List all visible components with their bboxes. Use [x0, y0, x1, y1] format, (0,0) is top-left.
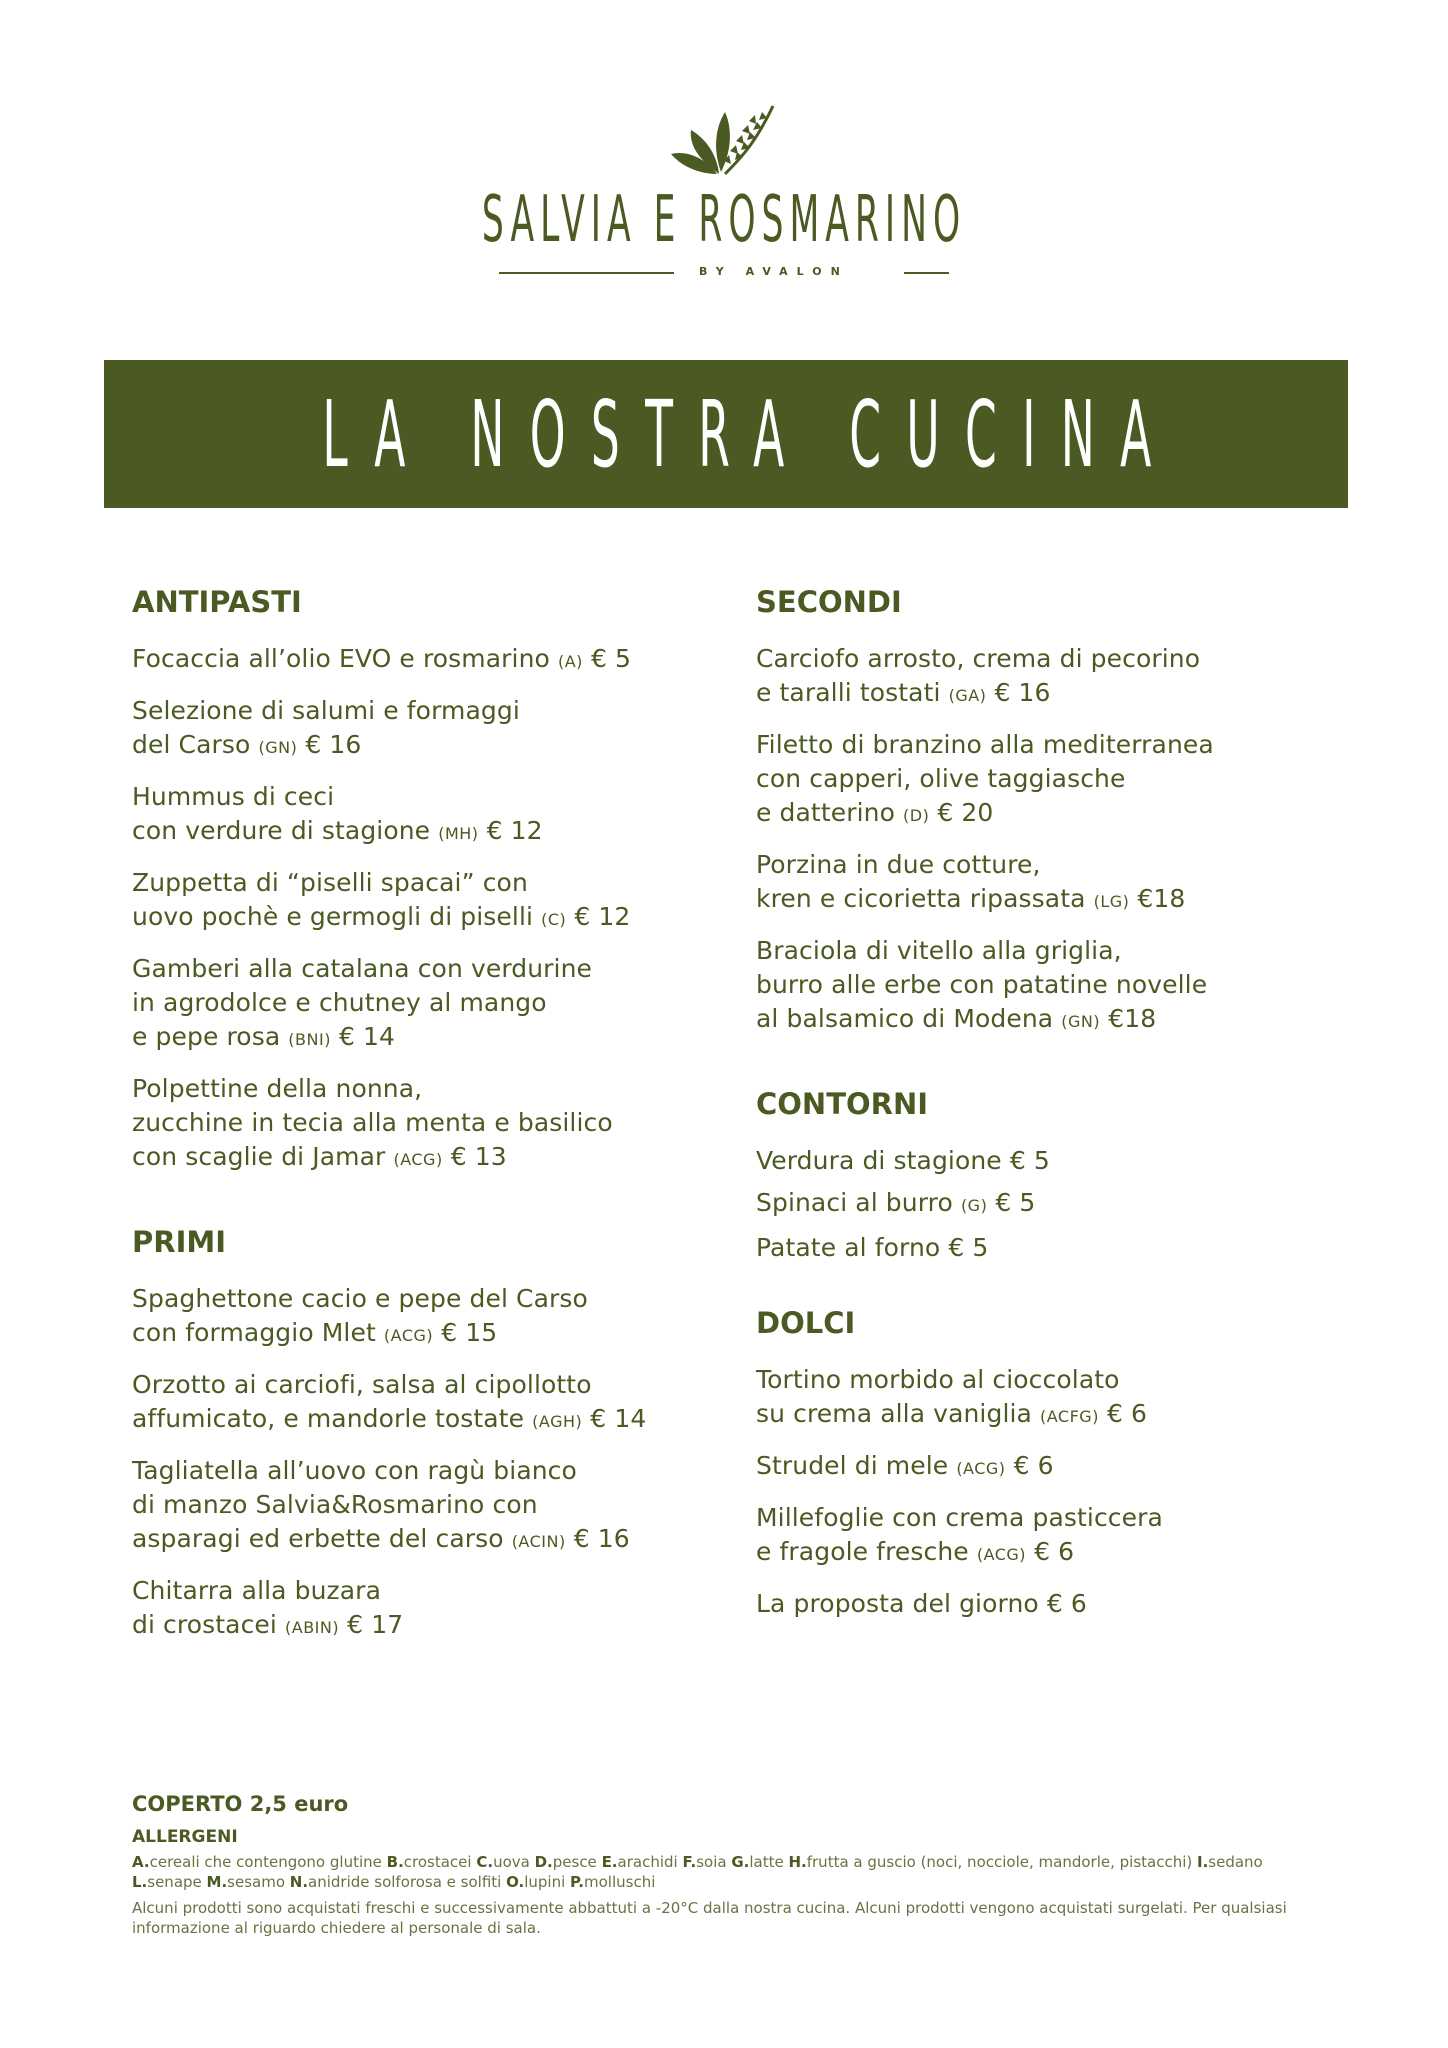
menu-item-text: kren e cicorietta ripassata	[756, 884, 1086, 913]
allergen-codes: (BNI)	[288, 1030, 331, 1049]
menu-item-text: con scaglie di Jamar	[132, 1142, 386, 1171]
menu-item-text: del Carso	[132, 730, 251, 759]
allergen-codes: (D)	[903, 806, 930, 825]
menu-item-line	[756, 1144, 1316, 1178]
menu-item-price: € 5	[590, 644, 632, 673]
allergen-codes: (ACG)	[383, 1326, 434, 1345]
allergen-code: L.	[132, 1873, 148, 1891]
menu-item-text: La proposta del giorno	[756, 1589, 1039, 1618]
menu-item-text: Spaghettone cacio e pepe del Carso	[132, 1284, 588, 1313]
menu-item	[756, 728, 1316, 833]
menu-item-price: € 6	[1046, 1589, 1087, 1618]
menu-item-line	[756, 1587, 1316, 1621]
menu-item-text: di manzo Salvia&Rosmarino con	[132, 1490, 538, 1519]
menu-item	[756, 848, 1316, 919]
allergen-code: M.	[206, 1873, 228, 1891]
menu-item-text: Gamberi alla catalana con verdurine	[132, 954, 593, 983]
menu-item	[756, 1501, 1316, 1572]
allergen-code: B.	[386, 1853, 404, 1871]
menu-item-line	[756, 1002, 1316, 1039]
menu-item-price: € 5	[1009, 1146, 1050, 1175]
menu-item-line	[132, 952, 692, 986]
section-secondi	[756, 582, 1316, 1039]
menu-item-text: Selezione di salumi e formaggi	[132, 696, 520, 725]
menu-item-line	[756, 1397, 1316, 1434]
menu-item	[132, 1282, 692, 1353]
menu-item-text: in agrodolce e chutney al mango	[132, 988, 547, 1017]
menu-item-text: zucchine in tecia alla menta e basilico	[132, 1108, 613, 1137]
allergen-code: H.	[788, 1853, 807, 1871]
menu-item-text: Spinaci al burro	[756, 1188, 953, 1217]
menu-item-text: Millefoglie con crema pasticcera	[756, 1503, 1163, 1532]
menu-item-line	[132, 1402, 692, 1439]
menu-item-line	[756, 934, 1316, 968]
menu-item-text: con formaggio Mlet	[132, 1318, 376, 1347]
allergen-code: C.	[476, 1853, 494, 1871]
menu-item-text: Chitarra alla buzara	[132, 1576, 381, 1605]
section-antipasti	[132, 582, 692, 1177]
allergen-code: P.	[570, 1873, 584, 1891]
allergen-codes: (AGH)	[532, 1412, 583, 1431]
allergen-codes: (G)	[960, 1196, 988, 1215]
menu-item	[756, 1186, 1316, 1223]
menu-item-line	[132, 1106, 692, 1140]
allergen-codes: (GN)	[1061, 1012, 1101, 1031]
menu-item-text: Orzotto ai carciofi, salsa al cipollotto	[132, 1370, 592, 1399]
section-title: CONTORNI	[756, 1087, 929, 1121]
menu-items	[756, 1144, 1316, 1265]
allergen-name: molluschi	[584, 1873, 656, 1891]
menu-item-line	[132, 1072, 692, 1106]
menu-item-text: Filetto di branzino alla mediterranea	[756, 730, 1214, 759]
menu-item-line	[132, 1368, 692, 1402]
section-primi	[132, 1222, 692, 1645]
coperto-label: COPERTO 2,5 euro	[132, 1792, 349, 1816]
menu-item-price: € 6	[1034, 1537, 1075, 1566]
menu-item-line	[756, 848, 1316, 882]
allergen-name: lupini	[524, 1873, 571, 1891]
menu-item	[756, 642, 1316, 713]
menu-item	[132, 866, 692, 937]
allergen-codes: (ACG)	[956, 1459, 1006, 1478]
allergen-codes: (LG)	[1093, 892, 1130, 911]
menu-item-line	[132, 1608, 692, 1645]
menu-item-text: uovo pochè e germogli di piselli	[132, 902, 534, 931]
menu-item	[132, 1368, 692, 1439]
menu-item-line	[132, 1140, 692, 1177]
menu-item	[132, 952, 692, 1057]
menu-item-line	[132, 1282, 692, 1316]
menu-item-text: affumicato, e mandorle tostate	[132, 1404, 525, 1433]
logo	[0, 100, 1448, 284]
menu-item-price: € 12	[486, 816, 543, 845]
menu-item-line	[756, 1186, 1316, 1223]
banner-title: LA NOSTRA CUCINA	[321, 380, 1177, 488]
menu-item-line	[132, 1020, 692, 1057]
menu-right-column	[756, 582, 1316, 1636]
allergen-code: E.	[601, 1853, 618, 1871]
menu-item-text: Focaccia all’olio EVO e rosmarino	[132, 644, 550, 673]
allergen-name: crostacei	[403, 1853, 477, 1871]
menu-item-text: su crema alla vaniglia	[756, 1399, 1032, 1428]
allergen-codes: (ACG)	[976, 1545, 1027, 1564]
menu-item	[132, 1072, 692, 1177]
menu-item-price: €18	[1108, 1004, 1157, 1033]
menu-items	[132, 1282, 692, 1645]
allergen-code: F.	[682, 1853, 697, 1871]
menu-item-line	[756, 1535, 1316, 1572]
section-dolci	[756, 1303, 1316, 1621]
menu-items	[756, 1363, 1316, 1621]
allergen-codes: (GN)	[258, 738, 298, 757]
menu-item-price: € 16	[305, 730, 362, 759]
menu-item-price: € 17	[347, 1610, 404, 1639]
allergen-name: sedano	[1208, 1853, 1263, 1871]
menu-item-text: Patate al forno	[756, 1233, 941, 1262]
byline-rule-left	[499, 272, 674, 274]
allergen-name: latte	[749, 1853, 789, 1871]
allergen-name: arachidi	[617, 1853, 683, 1871]
menu-item-line	[132, 986, 692, 1020]
menu-item-text: e datterino	[756, 798, 895, 827]
menu-item-line	[132, 780, 692, 814]
menu-item-line	[756, 1449, 1316, 1486]
menu-item-price: €18	[1137, 884, 1186, 913]
menu-item-line	[132, 814, 692, 851]
menu-item	[756, 1144, 1316, 1178]
section-title: DOLCI	[756, 1306, 856, 1340]
menu-item-line	[756, 1501, 1316, 1535]
section-title: SECONDI	[756, 585, 902, 619]
menu-item-line	[132, 694, 692, 728]
byline-rule-right	[904, 272, 949, 274]
allergen-codes: (A)	[557, 652, 583, 671]
menu-item-text: burro alle erbe con patatine novelle	[756, 970, 1208, 999]
menu-item-line	[132, 1488, 692, 1522]
menu-item-price: € 5	[995, 1188, 1036, 1217]
menu-item	[756, 1587, 1316, 1621]
menu-item-text: Zuppetta di “piselli spacai” con	[132, 868, 528, 897]
menu-item-text: Porzina in due cotture,	[756, 850, 1041, 879]
allergeni-list	[132, 1852, 1332, 1892]
allergen-code: G.	[731, 1853, 750, 1871]
menu-left-column	[132, 582, 692, 1660]
allergen-name: senape	[147, 1873, 207, 1891]
menu-item-price: € 5	[948, 1233, 989, 1262]
allergen-codes: (ACIN)	[511, 1532, 566, 1551]
menu-item-line	[756, 882, 1316, 919]
allergeni-title: ALLERGENI	[132, 1827, 238, 1847]
byline	[499, 260, 949, 284]
allergen-codes: (ACFG)	[1040, 1407, 1099, 1426]
menu-item-price: € 14	[339, 1022, 396, 1051]
menu-items	[132, 642, 692, 1177]
menu-item-line	[132, 1454, 692, 1488]
menu-item-price: € 6	[1013, 1451, 1054, 1480]
allergen-name: pesce	[552, 1853, 602, 1871]
menu-item-line	[756, 676, 1316, 713]
menu-item-line	[132, 728, 692, 765]
menu-item	[132, 1454, 692, 1559]
menu-items	[756, 642, 1316, 1039]
menu-item	[132, 1574, 692, 1645]
brand-name: SALVIA E ROSMARINO	[481, 183, 967, 257]
menu-item-price: € 15	[441, 1318, 498, 1347]
menu-item-price: € 12	[574, 902, 631, 931]
allergen-name: frutta a guscio (noci, nocciole, mandorle, pistacchi)	[806, 1853, 1197, 1871]
menu-item	[132, 694, 692, 765]
menu-item-text: asparagi ed erbette del carso	[132, 1524, 504, 1553]
menu-item-price: € 6	[1106, 1399, 1148, 1428]
menu-item-text: Hummus di ceci	[132, 782, 335, 811]
menu-item-line	[756, 642, 1316, 676]
menu-item-line	[756, 762, 1316, 796]
menu-item	[132, 642, 692, 679]
menu-item-price: € 14	[590, 1404, 647, 1433]
title-banner	[104, 360, 1348, 508]
section-title: ANTIPASTI	[132, 585, 302, 619]
allergen-code: I.	[1197, 1853, 1209, 1871]
footer-note: Alcuni prodotti sono acquistati freschi e successivamente abbattuti a -20°C dalla nostra cucina. Alcuni prodotti vengono acquistati surgelati. Per qualsiasi informazione al riguardo chiedere al personale di sala.	[132, 1899, 1287, 1937]
sage-rosemary-leaf-icon	[669, 100, 779, 180]
menu-item	[756, 1449, 1316, 1486]
menu-item-price: € 16	[994, 678, 1051, 707]
menu-item-text: Polpettine della nonna,	[132, 1074, 423, 1103]
menu-item-text: Tagliatella all’uovo con ragù bianco	[132, 1456, 577, 1485]
menu-item-line	[756, 1231, 1316, 1265]
menu-item	[756, 1363, 1316, 1434]
menu-item-line	[132, 1316, 692, 1353]
menu-item-text: Braciola di vitello alla griglia,	[756, 936, 1122, 965]
allergen-code: O.	[506, 1873, 525, 1891]
allergen-code: A.	[132, 1853, 150, 1871]
menu-item-text: con verdure di stagione	[132, 816, 431, 845]
menu-item-line	[756, 1363, 1316, 1397]
section-title: PRIMI	[132, 1225, 227, 1259]
section-contorni	[756, 1084, 1316, 1265]
allergen-name: anidride solforosa e solfiti	[308, 1873, 507, 1891]
footer	[132, 1790, 1332, 1938]
allergen-codes: (GA)	[948, 686, 987, 705]
menu-item-text: Verdura di stagione	[756, 1146, 1002, 1175]
menu-item-text: Tortino morbido al cioccolato	[756, 1365, 1120, 1394]
menu-item	[132, 780, 692, 851]
menu-item-text: Carciofo arrosto, crema di pecorino	[756, 644, 1201, 673]
menu-item-text: di crostacei	[132, 1610, 277, 1639]
menu-item-line	[132, 866, 692, 900]
allergen-codes: (MH)	[438, 824, 479, 843]
menu-item-text: e fragole fresche	[756, 1537, 969, 1566]
menu-item-price: € 13	[450, 1142, 507, 1171]
allergen-codes: (C)	[541, 910, 567, 929]
menu-item-price: € 16	[573, 1524, 630, 1553]
menu-item-text: al balsamico di Modena	[756, 1004, 1054, 1033]
menu-item-line	[756, 968, 1316, 1002]
menu-item-line	[756, 796, 1316, 833]
allergen-codes: (ABIN)	[285, 1618, 340, 1637]
allergen-name: cereali che contengono glutine	[149, 1853, 387, 1871]
byline-text: BY AVALON	[699, 265, 849, 278]
menu-item-text: Strudel di mele	[756, 1451, 949, 1480]
menu-item-line	[132, 1522, 692, 1559]
menu-item-line	[132, 642, 692, 679]
menu-item-text: e pepe rosa	[132, 1022, 281, 1051]
allergen-codes: (ACG)	[393, 1150, 443, 1169]
allergen-name: uova	[493, 1853, 535, 1871]
menu-item-line	[756, 728, 1316, 762]
menu-item-line	[132, 900, 692, 937]
menu-item	[756, 1231, 1316, 1265]
menu-item	[756, 934, 1316, 1039]
allergen-name: sesamo	[227, 1873, 290, 1891]
menu-item-text: e taralli tostati	[756, 678, 941, 707]
allergen-code: D.	[534, 1853, 553, 1871]
menu-item-line	[132, 1574, 692, 1608]
menu-item-text: con capperi, olive taggiasche	[756, 764, 1126, 793]
menu-item-price: € 20	[937, 798, 994, 827]
allergen-code: N.	[289, 1873, 309, 1891]
allergen-name: soia	[696, 1853, 732, 1871]
